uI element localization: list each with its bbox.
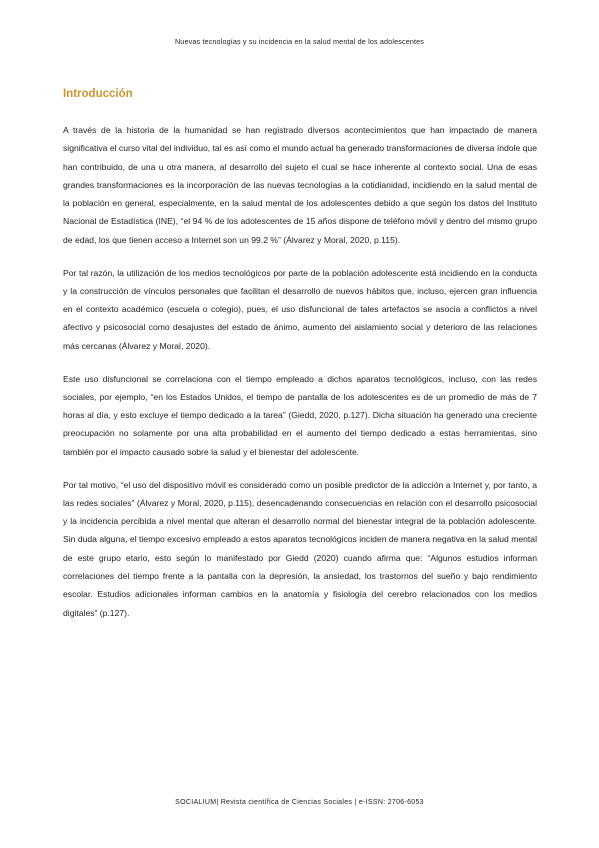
page-footer: SOCIALIUM| Revista científica de Ciencias Sociales | e-ISSN: 2706-6053 [175,799,424,806]
paragraph-4: Por tal motivo, “el uso del dispositivo móvil es considerado como un posible predictor de la adicción a Internet y, por tanto, a las redes sociales” (Álvarez y Moral, 2020, p.115), desencadenando consecuencias en relación con el desarrollo psicosocial y la incidencia percibida a nivel mental que alteran el desarrollo normal del bienestar integral de la población adolescente. Sin duda alguna, el tiempo excesivo empleado a estos aparatos tecnológicos inciden de manera negativa en la salud mental de este grupo etario, esto según lo manifestado por Giedd (2020) cuando afirma que: “Algunos estudios informan correlaciones del tiempo frente a la pantalla con la depresión, la ansiedad, los trastornos del sueño y bajo rendimiento escolar. Estudios adicionales informan cambios en la anatomía y fisiología del cerebro relacionados con los medios digitales” (p.127). [63,479,537,618]
body-text [63,121,537,636]
paragraph-3: Este uso disfuncional se correlaciona con el tiempo empleado a dichos aparatos tecnológicos, incluso, con las redes sociales, por ejemplo, “en los Estados Unidos, el tiempo de pantalla de los adolescentes es de un promedio de más de 7 horas al día, y esto excluye el tiempo dedicado a la tarea” (Giedd, 2020, p.127). Dicha situación ha generado una creciente preocupación no solamente por una alta probabilidad en el aumento del tiempo dedicado a estas herramientas, sino también por el impacto causado sobre la salud y el bienestar del adolescente. [63,373,537,457]
section-heading: Introducción [63,88,133,100]
paragraph-1: A través de la historia de la humanidad se han registrado diversos acontecimientos que han impactado de manera significativa el curso vital del individuo, tal es así como el mundo actual ha generado transformaciones de diversa índole que han contribuido, de una u otra manera, al desarrollo del sujeto el cual se hace inherente al contexto social. Una de esas grandes transformaciones es la incorporación de las nuevas tecnologías a la cotidianidad, incidiendo en la salud mental de la población en general, especialmente, en la salud mental de los adolescentes debido a que según los datos del Instituto Nacional de Estadística (INE), “el 94 % de los adolescentes de 15 años dispone de teléfono móvil y dentro del mismo grupo de edad, los que tienen acceso a Internet son un 99.2 %” (Álvarez y Moral, 2020, p.115). [63,125,537,245]
running-header: Nuevas tecnologías y su incidencia en la salud mental de los adolescentes [174,37,425,46]
paragraph-2: Por tal razón, la utilización de los medios tecnológicos por parte de la población adolescente está incidiendo en la conducta y la construcción de vínculos personales que facilitan el desarrollo de nuevos hábitos que, incluso, ejercen gran influencia en el contexto académico (escuela o colegio), pues, el uso disfuncional de tales artefactos se asocia a conflictos a nivel afectivo y psicosocial como desajustes del estado de ánimo, aumento del aislamiento social y deterioro de las relaciones más cercanas (Álvarez y Moral, 2020). [63,267,537,351]
